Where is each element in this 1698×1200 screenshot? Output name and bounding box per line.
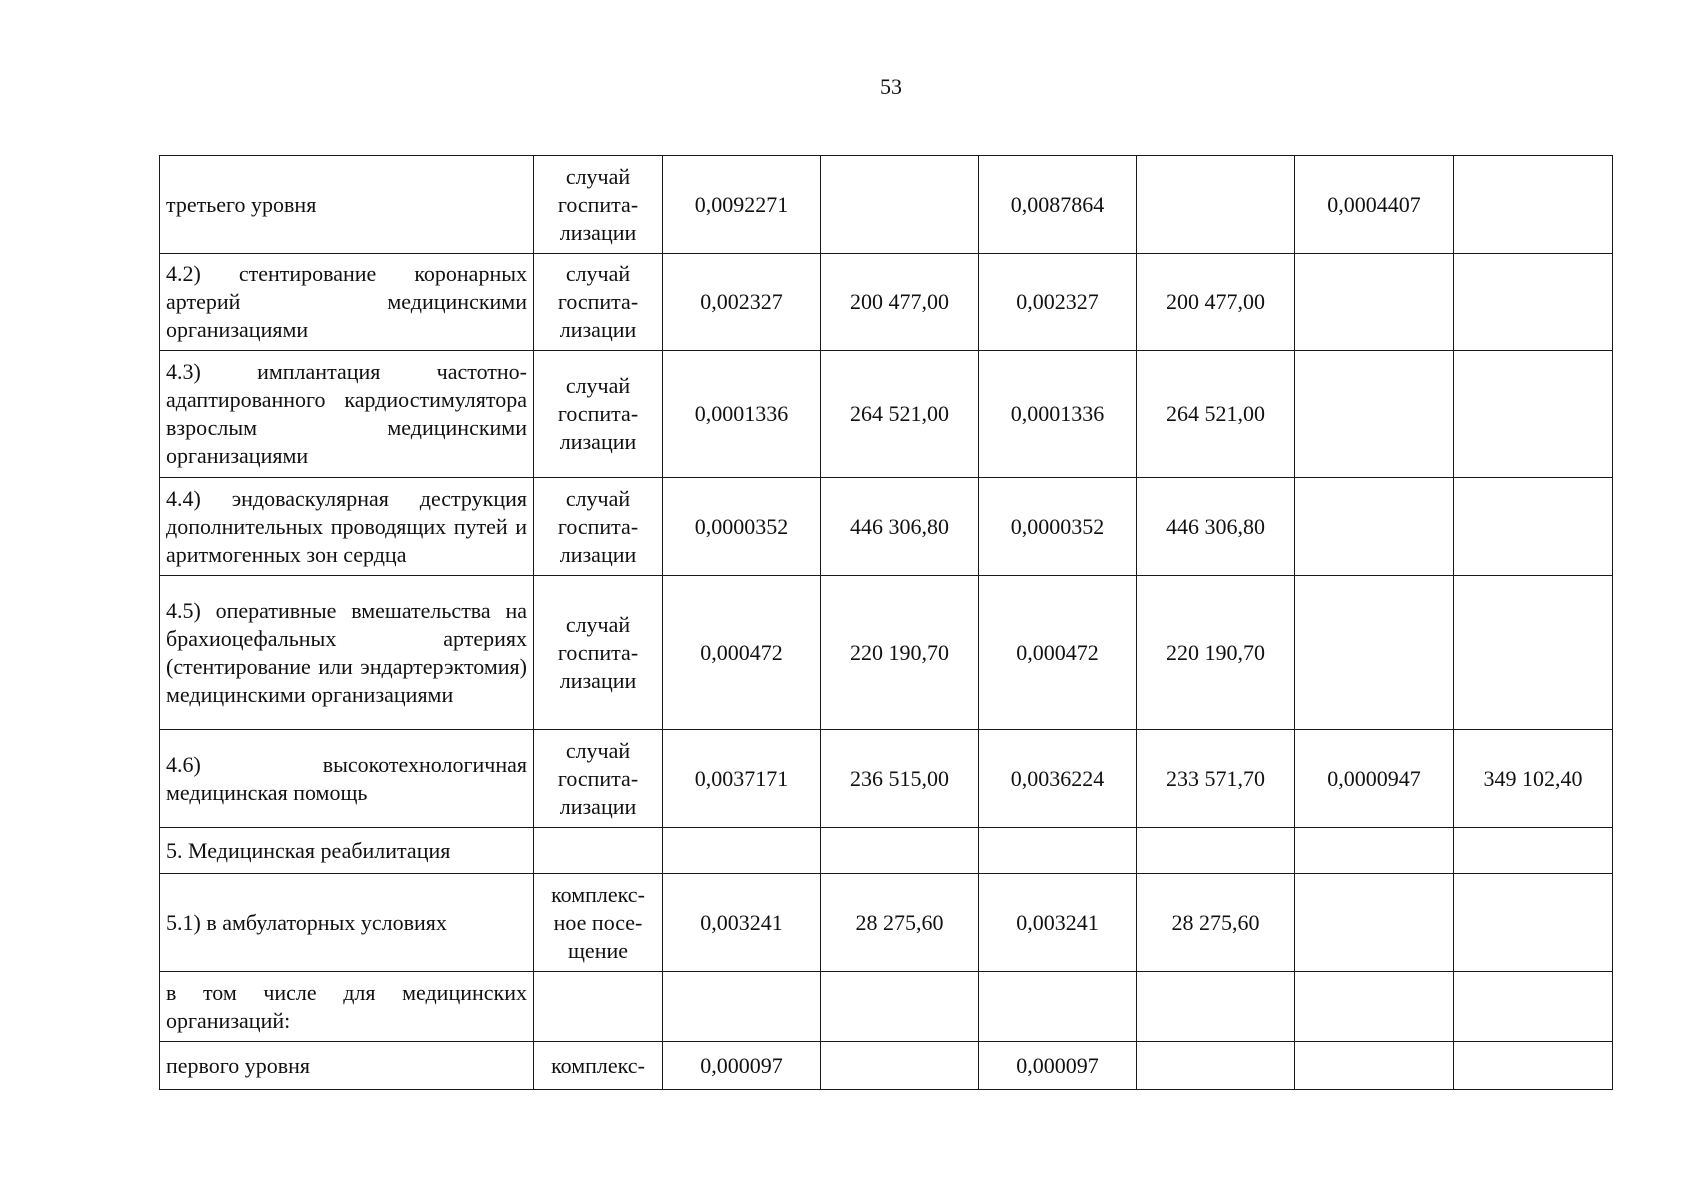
row-value-cell: 28 275,60 <box>821 874 979 972</box>
row-value-cell: 0,000472 <box>663 576 821 730</box>
table-row <box>160 972 1613 1042</box>
row-name-cell: 4.3) имплантация частотно-адаптированного кардиостимулятора взрослым медицинскими организациями <box>160 351 534 478</box>
row-value-cell: 0,0092271 <box>663 156 821 254</box>
row-name-cell: первого уровня <box>160 1042 534 1090</box>
row-value-cell: 349 102,40 <box>1454 730 1613 828</box>
row-unit-cell: комплекс- <box>534 1042 663 1090</box>
row-value-cell <box>663 972 821 1042</box>
row-unit-cell: комплекс-ное посе-щение <box>534 874 663 972</box>
table-row <box>160 254 1613 351</box>
row-value-cell <box>1295 828 1454 874</box>
row-name-cell: 4.6) высокотехнологичная медицинская помощь <box>160 730 534 828</box>
row-unit-cell: случай госпита-лизации <box>534 351 663 478</box>
row-value-cell <box>1454 1042 1613 1090</box>
row-value-cell: 0,000472 <box>979 576 1137 730</box>
row-unit-cell <box>534 972 663 1042</box>
row-unit-cell: случай госпита-лизации <box>534 156 663 254</box>
row-unit-cell: случай госпита-лизации <box>534 254 663 351</box>
row-value-cell <box>1295 478 1454 576</box>
row-value-cell <box>1454 156 1613 254</box>
row-value-cell <box>1454 478 1613 576</box>
row-value-cell: 0,003241 <box>979 874 1137 972</box>
row-value-cell: 0,0036224 <box>979 730 1137 828</box>
row-value-cell: 0,0037171 <box>663 730 821 828</box>
row-value-cell <box>1295 1042 1454 1090</box>
row-value-cell: 200 477,00 <box>1137 254 1295 351</box>
row-value-cell: 0,002327 <box>979 254 1137 351</box>
row-value-cell <box>979 828 1137 874</box>
row-value-cell <box>1454 874 1613 972</box>
row-name-cell: 4.5) оперативные вмешательства на брахиоцефальных артериях (стентирование или эндартерэктомия) медицинскими организациями <box>160 576 534 730</box>
row-name-cell: 4.4) эндоваскулярная деструкция дополнительных проводящих путей и аритмогенных зон сердца <box>160 478 534 576</box>
row-value-cell <box>1137 972 1295 1042</box>
row-value-cell <box>1137 156 1295 254</box>
row-value-cell: 220 190,70 <box>821 576 979 730</box>
row-unit-cell: случай госпита-лизации <box>534 576 663 730</box>
table-row <box>160 828 1613 874</box>
row-name-cell: третьего уровня <box>160 156 534 254</box>
row-value-cell <box>821 828 979 874</box>
row-value-cell <box>821 156 979 254</box>
row-value-cell: 264 521,00 <box>1137 351 1295 478</box>
row-value-cell: 0,003241 <box>663 874 821 972</box>
row-value-cell: 0,0000352 <box>979 478 1137 576</box>
row-value-cell <box>1295 576 1454 730</box>
row-name-cell: 5.1) в амбулаторных условиях <box>160 874 534 972</box>
row-value-cell <box>1295 972 1454 1042</box>
row-value-cell <box>663 828 821 874</box>
row-name-cell: 5. Медицинская реабилитация <box>160 828 534 874</box>
row-value-cell: 264 521,00 <box>821 351 979 478</box>
row-name-cell: в том числе для медицинских организаций: <box>160 972 534 1042</box>
row-value-cell <box>1295 254 1454 351</box>
table-row <box>160 156 1613 254</box>
row-value-cell: 236 515,00 <box>821 730 979 828</box>
row-value-cell: 0,0001336 <box>979 351 1137 478</box>
page-number: 53 <box>880 74 902 99</box>
row-unit-cell: случай госпита-лизации <box>534 478 663 576</box>
row-value-cell <box>1137 828 1295 874</box>
row-value-cell <box>1137 1042 1295 1090</box>
row-value-cell <box>1454 972 1613 1042</box>
row-value-cell: 0,0087864 <box>979 156 1137 254</box>
row-unit-cell: случай госпита-лизации <box>534 730 663 828</box>
row-value-cell: 446 306,80 <box>821 478 979 576</box>
row-value-cell <box>1454 254 1613 351</box>
row-unit-cell <box>534 828 663 874</box>
row-value-cell: 446 306,80 <box>1137 478 1295 576</box>
table-row <box>160 576 1613 730</box>
row-value-cell <box>979 972 1137 1042</box>
row-value-cell: 0,0001336 <box>663 351 821 478</box>
row-value-cell <box>821 972 979 1042</box>
row-value-cell <box>1454 576 1613 730</box>
row-value-cell: 0,0004407 <box>1295 156 1454 254</box>
row-value-cell: 233 571,70 <box>1137 730 1295 828</box>
row-value-cell: 0,000097 <box>979 1042 1137 1090</box>
row-value-cell: 0,0000352 <box>663 478 821 576</box>
row-value-cell: 0,0000947 <box>1295 730 1454 828</box>
table-row <box>160 478 1613 576</box>
row-value-cell <box>1295 351 1454 478</box>
row-value-cell: 220 190,70 <box>1137 576 1295 730</box>
table-row <box>160 874 1613 972</box>
row-value-cell: 28 275,60 <box>1137 874 1295 972</box>
tariff-table <box>159 155 1613 1090</box>
row-value-cell <box>1454 351 1613 478</box>
table-row <box>160 351 1613 478</box>
row-value-cell: 200 477,00 <box>821 254 979 351</box>
row-value-cell <box>1454 828 1613 874</box>
table-row <box>160 730 1613 828</box>
row-value-cell: 0,002327 <box>663 254 821 351</box>
row-value-cell <box>1295 874 1454 972</box>
row-name-cell: 4.2) стентирование коронарных артерий медицинскими организациями <box>160 254 534 351</box>
row-value-cell: 0,000097 <box>663 1042 821 1090</box>
table-row <box>160 1042 1613 1090</box>
row-value-cell <box>821 1042 979 1090</box>
